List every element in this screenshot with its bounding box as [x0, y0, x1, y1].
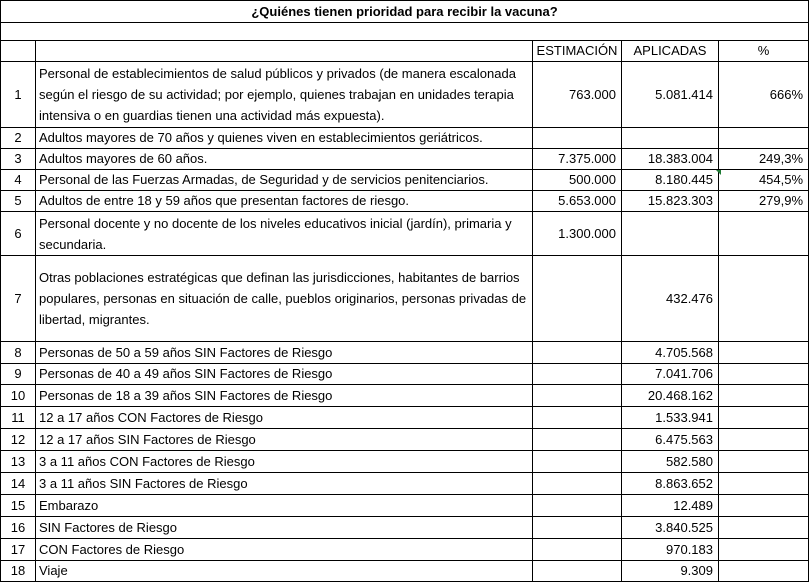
row-aplicadas: 12.489: [622, 495, 719, 517]
row-estimacion: 1.300.000: [533, 212, 622, 256]
row-number: 16: [1, 517, 36, 539]
header-number: [1, 41, 36, 62]
row-aplicadas: 18.383.004: [622, 149, 719, 170]
row-description: Personal de establecimientos de salud públicos y privados (de manera escalonada según el riesgo de su actividad; por ejemplo, quienes trabajan en unidades terapia intensiva o en guardias tienen una actividad más expuesta).: [36, 62, 533, 128]
row-percent: [719, 517, 809, 539]
row-estimacion: [533, 407, 622, 429]
row-description: 12 a 17 años SIN Factores de Riesgo: [36, 429, 533, 451]
row-description: SIN Factores de Riesgo: [36, 517, 533, 539]
row-number: 8: [1, 342, 36, 364]
row-aplicadas: 8.180.445: [622, 170, 719, 191]
row-percent: 666%: [719, 62, 809, 128]
row-aplicadas: 3.840.525: [622, 517, 719, 539]
row-aplicadas: [622, 212, 719, 256]
row-estimacion: 500.000: [533, 170, 622, 191]
row-number: 10: [1, 385, 36, 407]
row-percent: 249,3%: [719, 149, 809, 170]
row-estimacion: [533, 256, 622, 342]
table-row: [1, 385, 809, 407]
row-estimacion: [533, 342, 622, 364]
table-row: [1, 212, 809, 256]
table-row: [1, 149, 809, 170]
row-estimacion: [533, 364, 622, 385]
row-percent: [719, 451, 809, 473]
cell-comment-marker: [716, 170, 721, 175]
row-estimacion: [533, 429, 622, 451]
row-number: 7: [1, 256, 36, 342]
table-title: ¿Quiénes tienen prioridad para recibir la vacuna?: [1, 1, 809, 23]
table-row: [1, 364, 809, 385]
row-number: 3: [1, 149, 36, 170]
row-aplicadas: 432.476: [622, 256, 719, 342]
row-percent: [719, 364, 809, 385]
row-number: 11: [1, 407, 36, 429]
table-row: [1, 495, 809, 517]
row-description: Personas de 40 a 49 años SIN Factores de Riesgo: [36, 364, 533, 385]
row-description: 12 a 17 años CON Factores de Riesgo: [36, 407, 533, 429]
row-aplicadas: 1.533.941: [622, 407, 719, 429]
table-row: [1, 517, 809, 539]
row-number: 13: [1, 451, 36, 473]
row-number: 6: [1, 212, 36, 256]
row-percent: [719, 429, 809, 451]
table-row: [1, 407, 809, 429]
row-aplicadas: 7.041.706: [622, 364, 719, 385]
row-description: Viaje: [36, 561, 533, 582]
row-percent: [719, 256, 809, 342]
row-description: 3 a 11 años SIN Factores de Riesgo: [36, 473, 533, 495]
row-percent: [719, 539, 809, 561]
title-row: [1, 1, 809, 23]
row-description: 3 a 11 años CON Factores de Riesgo: [36, 451, 533, 473]
row-number: 12: [1, 429, 36, 451]
table-row: [1, 429, 809, 451]
row-aplicadas: 582.580: [622, 451, 719, 473]
table-row: [1, 256, 809, 342]
row-percent: [719, 128, 809, 149]
row-number: 5: [1, 191, 36, 212]
row-percent: [719, 385, 809, 407]
row-aplicadas: 5.081.414: [622, 62, 719, 128]
row-number: 18: [1, 561, 36, 582]
row-aplicadas: 9.309: [622, 561, 719, 582]
row-number: 2: [1, 128, 36, 149]
row-number: 4: [1, 170, 36, 191]
row-estimacion: [533, 385, 622, 407]
row-aplicadas: 6.475.563: [622, 429, 719, 451]
table-row: [1, 561, 809, 582]
row-number: 15: [1, 495, 36, 517]
row-description: Adultos mayores de 60 años.: [36, 149, 533, 170]
row-number: 17: [1, 539, 36, 561]
row-number: 1: [1, 62, 36, 128]
header-aplicadas: APLICADAS: [622, 41, 719, 62]
table-row: [1, 170, 809, 191]
row-estimacion: [533, 451, 622, 473]
row-estimacion: 7.375.000: [533, 149, 622, 170]
row-number: 14: [1, 473, 36, 495]
table-row: [1, 539, 809, 561]
row-description: Adultos de entre 18 y 59 años que presentan factores de riesgo.: [36, 191, 533, 212]
row-aplicadas: 4.705.568: [622, 342, 719, 364]
header-percent: %: [719, 41, 809, 62]
row-estimacion: [533, 517, 622, 539]
row-percent: 454,5%: [719, 170, 809, 191]
row-aplicadas: 8.863.652: [622, 473, 719, 495]
table-row: [1, 451, 809, 473]
row-percent: 279,9%: [719, 191, 809, 212]
table-row: [1, 128, 809, 149]
row-estimacion: [533, 473, 622, 495]
header-row: [1, 41, 809, 62]
row-percent: [719, 495, 809, 517]
row-percent: [719, 212, 809, 256]
row-description: Otras poblaciones estratégicas que definan las jurisdicciones, habitantes de barrios populares, personas en situación de calle, pueblos originarios, personas privadas de libertad, migrantes.: [36, 256, 533, 342]
row-description: Adultos mayores de 70 años y quienes viven en establecimientos geriátricos.: [36, 128, 533, 149]
row-number: 9: [1, 364, 36, 385]
row-estimacion: 5.653.000: [533, 191, 622, 212]
row-estimacion: [533, 561, 622, 582]
header-estimacion: ESTIMACIÓN: [533, 41, 622, 62]
row-aplicadas: [622, 128, 719, 149]
row-aplicadas: 20.468.162: [622, 385, 719, 407]
row-estimacion: [533, 539, 622, 561]
row-description: Personas de 50 a 59 años SIN Factores de Riesgo: [36, 342, 533, 364]
row-description: Embarazo: [36, 495, 533, 517]
row-estimacion: [533, 495, 622, 517]
row-description: Personal docente y no docente de los niveles educativos inicial (jardín), primaria y secundaria.: [36, 212, 533, 256]
row-percent: [719, 407, 809, 429]
row-estimacion: 763.000: [533, 62, 622, 128]
row-aplicadas: 970.183: [622, 539, 719, 561]
row-description: Personal de las Fuerzas Armadas, de Seguridad y de servicios penitenciarios.: [36, 170, 533, 191]
blank-cell: [1, 23, 809, 41]
blank-row: [1, 23, 809, 41]
table-row: [1, 191, 809, 212]
header-description: [36, 41, 533, 62]
row-description: CON Factores de Riesgo: [36, 539, 533, 561]
row-percent: [719, 473, 809, 495]
table-row: [1, 342, 809, 364]
table-row: [1, 473, 809, 495]
row-aplicadas: 15.823.303: [622, 191, 719, 212]
row-estimacion: [533, 128, 622, 149]
row-percent: [719, 561, 809, 582]
table-row: [1, 62, 809, 128]
row-percent: [719, 342, 809, 364]
row-description: Personas de 18 a 39 años SIN Factores de Riesgo: [36, 385, 533, 407]
